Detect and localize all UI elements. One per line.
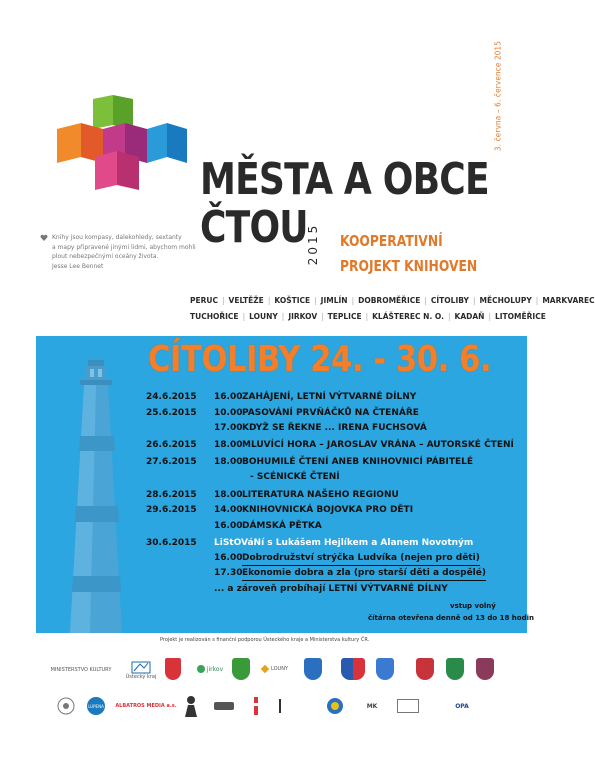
sponsor-crest-3 xyxy=(304,657,322,681)
sponsor-lupena-logo xyxy=(86,696,106,716)
sponsor-small-logo-2 xyxy=(248,694,264,718)
sponsor-figure-logo xyxy=(180,694,202,718)
sponsor-small-logo-5 xyxy=(396,696,420,716)
event-date: 26.6.2015 xyxy=(146,440,197,450)
page-title-line2: ČTOU xyxy=(200,202,308,253)
funding-note: Projekt je realizován s finanční podporou Ústeckého kraje a Ministerstva kultury ČR. xyxy=(160,637,370,643)
sponsor-region-logo: Ústecký kraj xyxy=(126,656,156,684)
sponsor-opa-logo: OPA xyxy=(455,702,469,710)
separator: | xyxy=(365,312,369,321)
quote-author: Jesse Lee Bennet xyxy=(52,262,104,270)
sponsor-crest-2 xyxy=(232,657,250,681)
event-description: Dobrodružství strýčka Ludvíka (nejen pro děti) xyxy=(242,551,480,566)
quote-line: a mapy připravené jinými lidmi, abychom mohli xyxy=(52,243,196,251)
towns-row1 xyxy=(190,293,595,309)
town-name: TUCHOŘICE xyxy=(190,312,239,321)
town-name: LITOMĚŘICE xyxy=(494,312,546,321)
jirkov-mark-icon xyxy=(197,665,205,673)
separator: | xyxy=(281,312,285,321)
event-time: 18.00 xyxy=(214,457,243,467)
participating-towns xyxy=(190,293,595,325)
opening-hours: čítárna otevřena denně od 13 do 18 hodin xyxy=(368,614,534,622)
town-name: KADAŇ xyxy=(454,312,485,321)
event-time: 18.00 xyxy=(214,440,243,450)
sponsor-small-logo-3 xyxy=(278,696,308,716)
logo-mark-icon xyxy=(214,702,234,710)
separator: | xyxy=(267,296,271,305)
towns-row2 xyxy=(190,309,546,325)
louny-mark-icon xyxy=(261,665,269,673)
crest-icon xyxy=(304,658,322,680)
figure-icon xyxy=(182,695,200,717)
event-time: 10.00 xyxy=(214,408,243,418)
sponsor-crest-4 xyxy=(340,657,366,681)
event-date: 29.6.2015 xyxy=(146,505,197,515)
event-date: 27.6.2015 xyxy=(146,457,197,467)
quote-heart-icon xyxy=(40,234,48,242)
sponsor-crest-7 xyxy=(446,657,464,681)
event-time: 16.00 xyxy=(214,553,243,563)
subtitle xyxy=(340,229,477,279)
separator: | xyxy=(242,312,246,321)
event-date: 30.6.2015 xyxy=(146,538,197,548)
sponsor-ministry-logo: MINISTERSTVO KULTURY xyxy=(50,658,110,682)
event-description: - SCÉNICKÉ ČTENÍ xyxy=(250,472,340,482)
town-name: VELTĚŽE xyxy=(228,296,264,305)
sponsor-crest-1 xyxy=(164,657,182,681)
logo-mark-icon xyxy=(397,699,419,713)
event-description: BOHUMILÉ ČTENÍ ANEB KNIHOVNICÍ PÁBITELÉ xyxy=(242,457,474,467)
town-name: KOŠTICE xyxy=(274,296,311,305)
quote-line: Knihy jsou kompasy, dalekohledy, sextanty xyxy=(52,234,182,241)
event-time: 16.00 xyxy=(214,392,243,402)
crest-icon xyxy=(164,657,182,681)
quote-block xyxy=(52,233,196,271)
entry-info: vstup volný xyxy=(450,602,496,610)
separator: | xyxy=(314,296,317,305)
event-description: ZAHÁJENÍ, LETNÍ VÝTVARNÉ DÍLNY xyxy=(242,392,417,402)
round-emblem-icon xyxy=(57,697,75,715)
logo-mark-icon xyxy=(279,699,307,713)
town-name: MĚCHOLUPY xyxy=(479,296,532,305)
event-description: KDYŽ SE ŘEKNE ... IRENA FUCHSOVÁ xyxy=(242,423,427,433)
separator: | xyxy=(321,312,324,321)
sponsor-albatros-logo: ALBATROS MEDIA a.s. xyxy=(115,703,177,709)
separator: | xyxy=(535,296,539,305)
emblem-icon xyxy=(324,696,346,716)
town-name: DOBROMĚŘICE xyxy=(358,296,421,305)
book-logo-icon xyxy=(55,95,195,190)
event-date: 24.6.2015 xyxy=(146,392,197,402)
town-name: KLÁŠTEREC N. O. xyxy=(372,312,444,321)
town-name: JIMLÍN xyxy=(320,296,348,305)
event-date: 25.6.2015 xyxy=(146,408,197,418)
event-description: MLUVÍCÍ HORA – JAROSLAV VRÁNA – AUTORSKÉ ČTENÍ xyxy=(242,440,514,450)
crest-icon xyxy=(232,658,250,680)
date-range-vertical: 3. června – 6. července 2015 xyxy=(493,40,503,152)
event-time: 14.00 xyxy=(214,505,243,515)
separator: | xyxy=(447,312,451,321)
crest-icon xyxy=(341,658,365,680)
town-name: LOUNY xyxy=(249,312,278,321)
event-description: DÁMSKÁ PĚTKA xyxy=(242,521,322,531)
town-name: JIRKOV xyxy=(288,312,318,321)
crest-icon xyxy=(476,658,494,680)
event-description: LiStOVáNí s Lukášem Hejlíkem a Alanem Novotným xyxy=(214,538,474,548)
page-title-line1: MĚSTA A OBCE xyxy=(200,154,489,205)
sponsor-crest-8 xyxy=(476,657,494,681)
town-name: PERUC xyxy=(190,296,218,305)
sponsor-louny-logo: LOUNY xyxy=(260,660,290,678)
sponsor-crest-6 xyxy=(416,657,434,681)
sponsor-small-logo-1 xyxy=(212,698,236,714)
town-name: TEPLICE xyxy=(327,312,362,321)
separator: | xyxy=(472,296,476,305)
lupena-icon: LUPENA xyxy=(87,697,105,715)
event-time: 17.00 xyxy=(214,423,243,433)
crest-icon xyxy=(376,658,394,680)
event-time: 16.00 xyxy=(214,521,243,531)
event-description: ... a zároveň probíhají LETNÍ VÝTVARNÉ DÍLNY xyxy=(214,584,448,594)
sponsor-crest-5 xyxy=(376,657,394,681)
event-description: KNIHOVNICKÁ BOJOVKA PRO DĚTI xyxy=(242,505,414,515)
year-vertical: 2015 xyxy=(306,222,320,266)
crest-icon xyxy=(446,658,464,680)
lighthouse-icon xyxy=(40,336,150,633)
separator: | xyxy=(351,296,355,305)
event-time: 17.30 xyxy=(214,568,243,578)
event-time: 18.00 xyxy=(214,490,243,500)
region-icon xyxy=(131,660,151,674)
event-headline: CÍTOLIBY 24. - 30. 6. xyxy=(148,339,492,380)
event-description: LITERATURA NAŠEHO REGIONU xyxy=(242,490,399,500)
subtitle-line2: PROJEKT KNIHOVEN xyxy=(340,257,478,275)
sponsor-round-logo xyxy=(56,696,76,716)
event-description: PASOVÁNÍ PRVŇÁČKŮ NA ČTENÁŘE xyxy=(242,408,419,418)
event-description: Ekonomie dobra a zla (pro starší děti a dospělé) xyxy=(242,566,486,581)
subtitle-line1: KOOPERATIVNÍ xyxy=(340,232,443,250)
event-date: 28.6.2015 xyxy=(146,490,197,500)
separator: | xyxy=(222,296,225,305)
sponsor-mk-logo: MK xyxy=(366,702,378,710)
sponsor-jirkov-logo: jirkov xyxy=(190,658,230,680)
quote-line: plout nebezpečnými oceány života. xyxy=(52,253,159,260)
crest-icon xyxy=(416,658,434,680)
separator: | xyxy=(488,312,491,321)
tower-icon xyxy=(251,695,261,717)
town-name: CÍTOLIBY xyxy=(430,296,469,305)
separator: | xyxy=(424,296,427,305)
sponsor-small-logo-4 xyxy=(322,694,348,718)
town-name: MARKVAREC xyxy=(542,296,595,305)
